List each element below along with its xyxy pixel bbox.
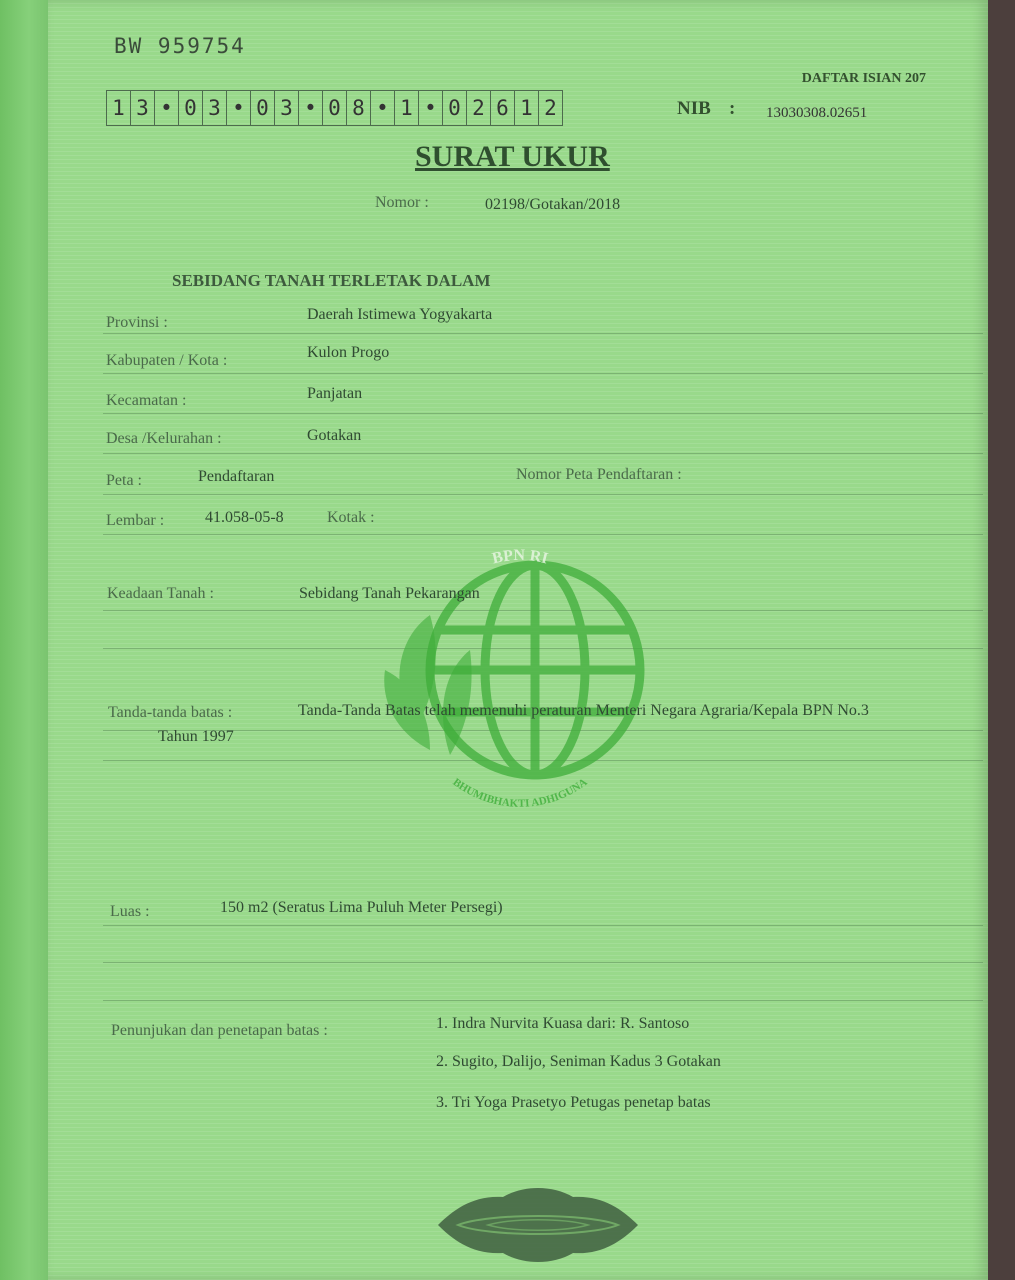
- nib-label: NIB: [677, 98, 711, 119]
- nib-colon: :: [729, 98, 736, 119]
- kotak-label: Kotak :: [327, 509, 375, 526]
- keadaan-value: Sebidang Tanah Pekarangan: [299, 585, 480, 602]
- nib-value: 13030308.02651: [766, 105, 868, 121]
- parcel-id-cell: 2: [544, 96, 557, 120]
- lembar-label: Lembar :: [106, 512, 165, 529]
- kecamatan-label: Kecamatan :: [106, 392, 187, 409]
- parcel-id-cell: •: [371, 91, 395, 125]
- parcel-id-cell: •: [227, 91, 251, 125]
- tanda-batas-value: Tanda-Tanda Batas telah memenuhi peraturan Menteri Negara Agraria/Kepala BPN No.3: [298, 702, 869, 719]
- document-title: SURAT UKUR: [415, 140, 610, 173]
- parcel-id-cell: 0: [179, 91, 203, 125]
- form-code: DAFTAR ISIAN 207: [801, 71, 926, 86]
- rule-line: [103, 1000, 983, 1001]
- watermark-top-text: BPN RI: [490, 546, 550, 568]
- ornament-seal-icon: [428, 1185, 648, 1265]
- luas-value: 150 m2 (Seratus Lima Puluh Meter Persegi): [220, 899, 503, 916]
- rule-line: [103, 373, 983, 374]
- parcel-id-cell: 6: [491, 91, 515, 125]
- provinsi-value: Daerah Istimewa Yogyakarta: [307, 306, 493, 323]
- parcel-id-cell: 8: [347, 91, 371, 125]
- parcel-id-cell: 1: [395, 91, 419, 125]
- serial-number: BW 959754: [114, 34, 246, 58]
- parcel-id-boxes: [106, 90, 563, 126]
- rule-line: [103, 413, 983, 414]
- desa-label: Desa /Kelurahan :: [106, 430, 222, 447]
- parcel-id-cell: 3: [275, 91, 299, 125]
- luas-label: Luas :: [110, 903, 150, 920]
- parcel-id-cell: 0: [251, 91, 275, 125]
- keadaan-label: Keadaan Tanah :: [107, 585, 214, 602]
- rule-line: [103, 962, 983, 963]
- penunjukan-item: 1. Indra Nurvita Kuasa dari: R. Santoso: [436, 1015, 690, 1032]
- provinsi-label: Provinsi :: [106, 314, 168, 331]
- parcel-id-cell: •: [299, 91, 323, 125]
- penunjukan-label: Penunjukan dan penetapan batas :: [111, 1022, 328, 1039]
- parcel-id-cell: •: [155, 91, 179, 125]
- parcel-id-cell: 0: [443, 91, 467, 125]
- nomor-value: 02198/Gotakan/2018: [485, 196, 621, 213]
- bpn-globe-watermark-icon: [360, 520, 680, 820]
- parcel-id-cell: 1: [107, 91, 131, 125]
- tanda-batas-label: Tanda-tanda batas :: [108, 704, 233, 721]
- kabupaten-label: Kabupaten / Kota :: [106, 352, 228, 369]
- lembar-value: 41.058-05-8: [205, 509, 284, 526]
- kabupaten-value: Kulon Progo: [307, 344, 390, 361]
- nomor-peta-label: Nomor Peta Pendaftaran :: [516, 466, 682, 483]
- penunjukan-item: 3. Tri Yoga Prasetyo Petugas penetap batas: [436, 1094, 711, 1111]
- kecamatan-value: Panjatan: [307, 385, 363, 402]
- location-heading: SEBIDANG TANAH TERLETAK DALAM: [172, 271, 491, 290]
- parcel-id-cell: 3: [131, 91, 155, 125]
- parcel-id-cell: •: [419, 91, 443, 125]
- svg-text:BHUMIBHAKTI ADHIGUNA: [450, 776, 589, 810]
- rule-line: [103, 925, 983, 926]
- tanda-batas-value-cont: Tahun 1997: [158, 728, 234, 745]
- desa-value: Gotakan: [307, 427, 362, 444]
- nomor-label: Nomor :: [375, 194, 429, 211]
- peta-label: Peta :: [106, 472, 142, 489]
- parcel-id-cell: 1: [515, 91, 539, 125]
- left-page-edge: [0, 0, 48, 1280]
- rule-line: [103, 333, 983, 334]
- parcel-id-cell: 3: [203, 91, 227, 125]
- penunjukan-item: 2. Sugito, Dalijo, Seniman Kadus 3 Gotakan: [436, 1053, 721, 1070]
- document-page: [48, 0, 988, 1280]
- rule-line: [103, 494, 983, 495]
- peta-value: Pendaftaran: [198, 468, 275, 485]
- watermark-bottom-text: BHUMIBHAKTI ADHIGUNA: [450, 776, 590, 810]
- parcel-id-cell: 0: [323, 91, 347, 125]
- parcel-id-cell: 2: [467, 91, 491, 125]
- rule-line: [103, 453, 983, 454]
